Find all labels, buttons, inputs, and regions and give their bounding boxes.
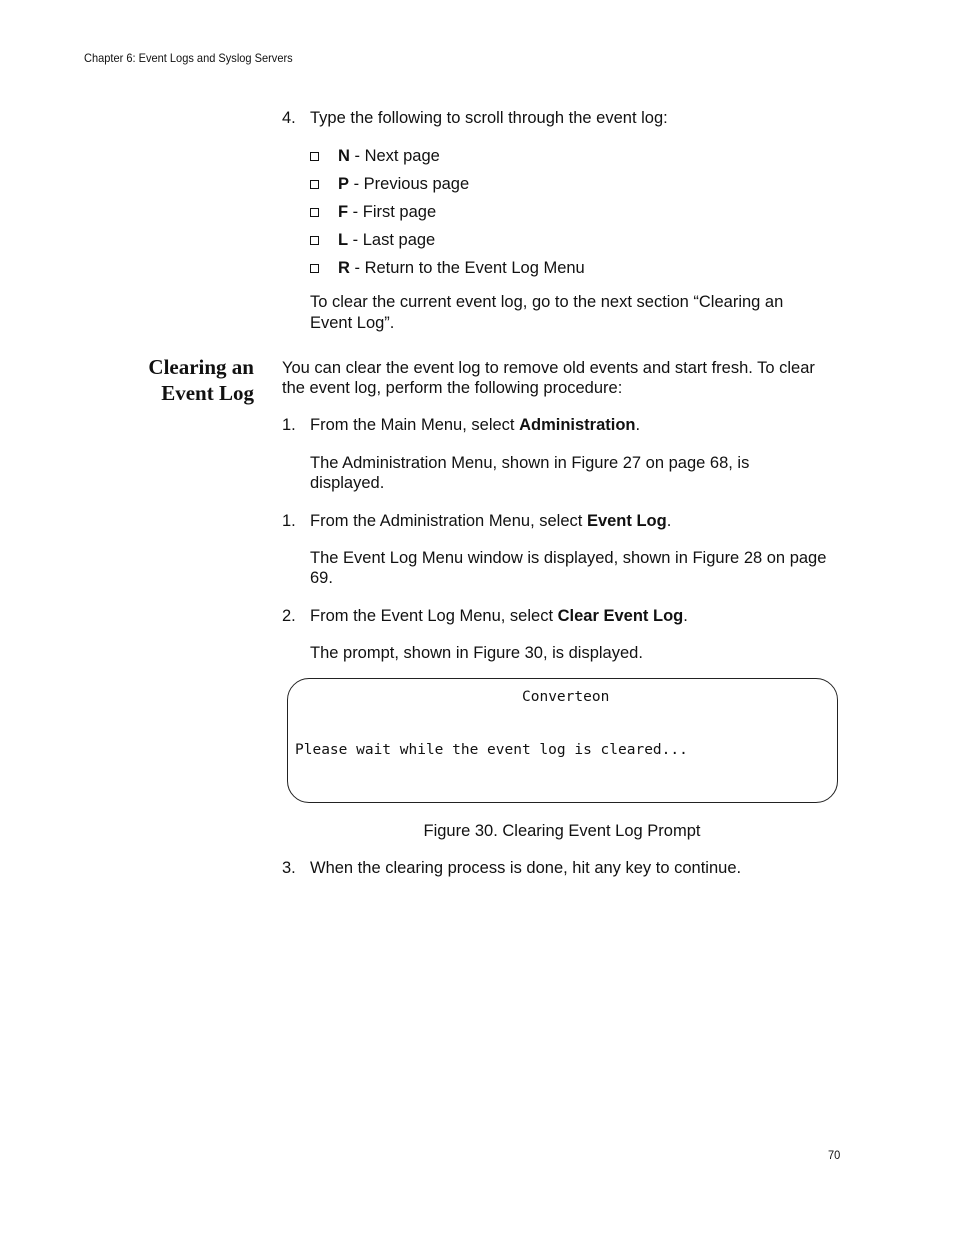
step-number: 1. xyxy=(282,416,296,434)
step-prefix: From the Event Log Menu, select xyxy=(310,607,558,625)
step-text xyxy=(310,606,688,627)
step-text xyxy=(310,511,671,532)
step-number: 1. xyxy=(282,512,296,530)
scroll-option-return xyxy=(338,258,585,279)
section-heading-line: Event Log xyxy=(161,381,254,405)
section-heading xyxy=(90,354,254,406)
step-number: 4. xyxy=(282,109,296,127)
menu-item-name: Administration xyxy=(519,416,636,434)
step-result: displayed. xyxy=(310,474,385,492)
running-header: Chapter 6: Event Logs and Syslog Servers xyxy=(84,51,293,65)
terminal-prompt-figure xyxy=(287,678,838,803)
step-prefix: From the Administration Menu, select xyxy=(310,512,587,530)
step-prefix: From the Main Menu, select xyxy=(310,416,520,434)
option-desc: - Return to the Event Log Menu xyxy=(349,259,585,277)
note-line: Event Log”. xyxy=(310,314,395,332)
checkbox-bullet-icon xyxy=(310,152,319,161)
step-suffix: . xyxy=(683,607,688,625)
option-desc: - Last page xyxy=(348,231,436,249)
option-desc: - Previous page xyxy=(349,175,470,193)
checkbox-bullet-icon xyxy=(310,236,319,245)
menu-item-name: Event Log xyxy=(586,512,667,530)
step-suffix: . xyxy=(666,512,672,530)
page-number: 70 xyxy=(828,1148,841,1162)
checkbox-bullet-icon xyxy=(310,264,319,273)
terminal-title: Converteon xyxy=(522,689,610,705)
terminal-message: Please wait while the event log is cleared... xyxy=(295,742,688,758)
option-key: R xyxy=(338,259,350,277)
option-key: F xyxy=(338,203,349,221)
step-text xyxy=(310,415,640,436)
scroll-option-previous xyxy=(338,174,469,195)
note-line: To clear the current event log, go to the next section “Clearing an xyxy=(310,293,784,311)
option-key: N xyxy=(338,147,350,165)
menu-item-name: Clear Event Log xyxy=(557,607,684,625)
option-desc: - First page xyxy=(348,203,437,221)
scroll-option-last xyxy=(338,230,435,251)
option-key: L xyxy=(338,231,349,249)
option-key: P xyxy=(338,175,350,193)
scroll-option-next xyxy=(338,146,440,167)
step-result: The Administration Menu, shown in Figure 27 on page 68, is xyxy=(310,454,750,472)
intro-line: You can clear the event log to remove old events and start fresh. To clear xyxy=(282,359,815,377)
figure-caption: Figure 30. Clearing Event Log Prompt xyxy=(423,822,701,840)
step-number: 2. xyxy=(282,607,296,625)
step-result: The Event Log Menu window is displayed, shown in Figure 28 on page xyxy=(310,549,827,567)
step-text: When the clearing process is done, hit any key to continue. xyxy=(310,859,742,877)
step-suffix: . xyxy=(635,416,641,434)
option-desc: - Next page xyxy=(349,147,440,165)
step-number: 3. xyxy=(282,859,296,877)
step-text: Type the following to scroll through the event log: xyxy=(310,109,668,127)
intro-line: the event log, perform the following procedure: xyxy=(282,379,623,397)
step-result: The prompt, shown in Figure 30, is displayed. xyxy=(310,644,643,662)
section-heading-line: Clearing an xyxy=(148,355,254,379)
scroll-option-first xyxy=(338,202,436,223)
step-result: 69. xyxy=(310,569,333,587)
checkbox-bullet-icon xyxy=(310,208,319,217)
checkbox-bullet-icon xyxy=(310,180,319,189)
